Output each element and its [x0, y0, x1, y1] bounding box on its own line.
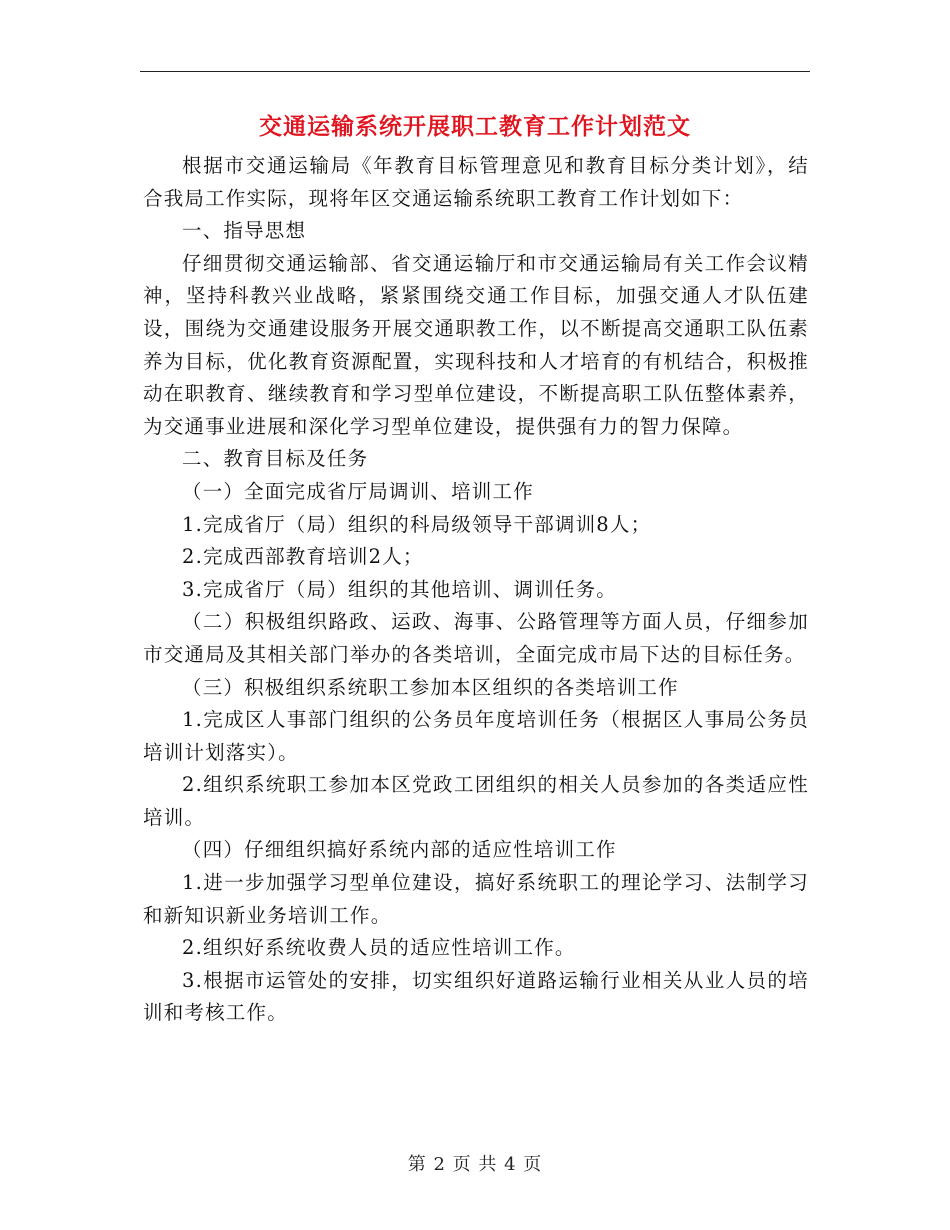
list-item: 1.完成区人事部门组织的公务员年度培训任务（根据区人事局公务员培训计划落实）。	[143, 708, 809, 764]
list-item: 3.根据市运管处的安排，切实组织好道路运输行业相关从业人员的培训和考核工作。	[143, 968, 809, 1025]
list-item: 2.组织好系统收费人员的适应性培训工作。	[182, 936, 576, 960]
list-item: 1.进一步加强学习型单位建设，搞好系统职工的理论学习、法制学习和新知识新业务培训工作。	[143, 871, 809, 927]
subsection-heading-4: （四）仔细组织搞好系统内部的适应性培训工作	[182, 838, 617, 862]
list-item: 3.完成省厅（局）组织的其他培训、调训任务。	[182, 577, 618, 601]
page-number-footer: 第 2 页 共 4 页	[407, 1154, 543, 1175]
subsection-heading-1: （一）全面完成省厅局调训、培训工作	[182, 479, 534, 503]
document-body	[143, 150, 809, 1030]
list-item: 2.组织系统职工参加本区党政工团组织的相关人员参加的各类适应性培训。	[143, 773, 809, 829]
header-rule	[140, 71, 810, 72]
subsection-paragraph-2: （二）积极组织路政、运政、海事、公路管理等方面人员，仔细参加市交通局及其相关部门举办的各类培训，全面完成市局下达的目标任务。	[143, 610, 809, 666]
intro-paragraph: 根据市交通运输局《年教育目标管理意见和教育目标分类计划》，结合我局工作实际，现将年区交通运输系统职工教育工作计划如下：	[143, 154, 809, 210]
subsection-heading-3: （三）积极组织系统职工参加本区组织的各类培训工作	[182, 675, 679, 699]
document-title: 交通运输系统开展职工教育工作计划范文	[259, 113, 691, 140]
section-heading-goals-and-tasks: 二、教育目标及任务	[182, 447, 369, 471]
list-item: 2.完成西部教育培训2人；	[182, 545, 424, 569]
guiding-ideology-paragraph: 仔细贯彻交通运输部、省交通运输厅和市交通运输局有关工作会议精神，坚持科教兴业战略，紧紧围绕交通工作目标，加强交通人才队伍建设，围绕为交通建设服务开展交通职教工作，以不断提高交通职工队伍素养为目标，优化教育资源配置，实现科技和人才培育的有机结合，积极推动在职教育、继续教育和学习型单位建设，不断提高职工队伍整体素养，为交通事业进展和深化学习型单位建设，提供强有力的智力保障。	[143, 251, 809, 438]
section-heading-guiding-ideology: 一、指导思想	[182, 219, 307, 243]
list-item: 1.完成省厅（局）组织的科局级领导干部调训8人；	[182, 512, 652, 536]
